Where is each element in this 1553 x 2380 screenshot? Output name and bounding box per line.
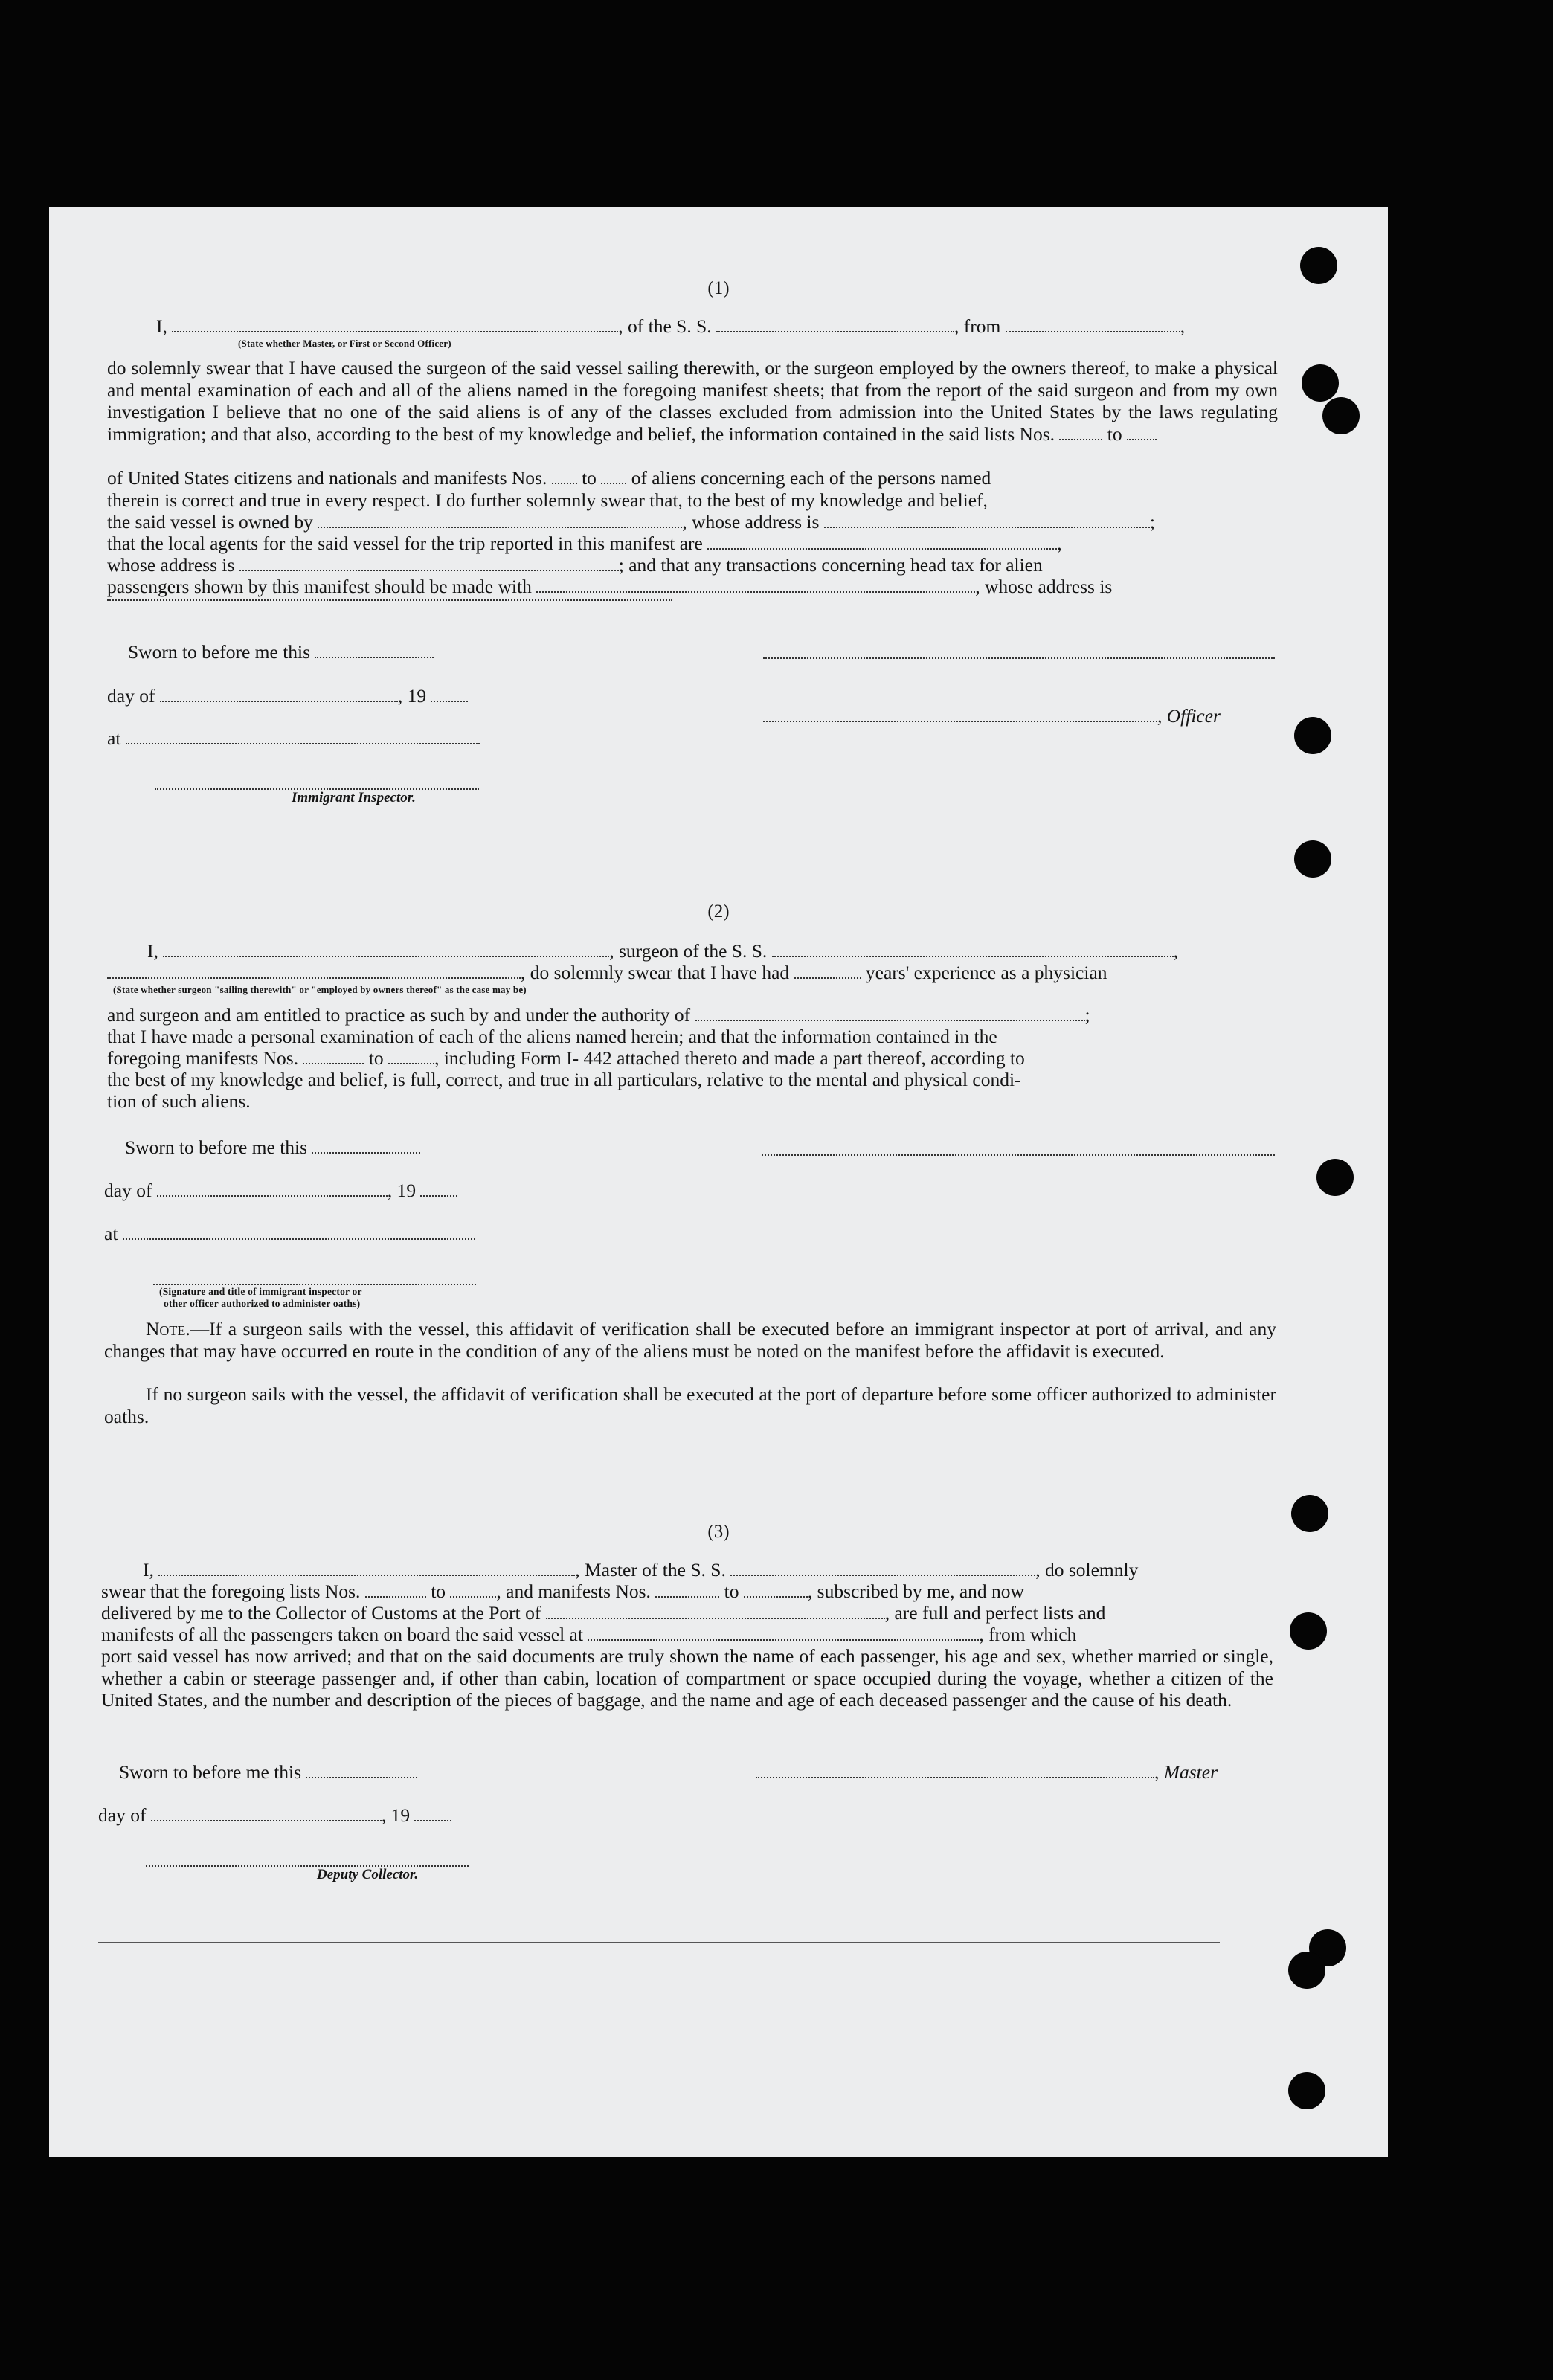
s2-line-4: that I have made a personal examination of each of the aliens named herein; and that the information contained in the bbox=[107, 1026, 997, 1047]
head-tax-contact-field[interactable] bbox=[536, 576, 975, 593]
punch-hole bbox=[1294, 840, 1331, 878]
s1-sworn: Sworn to before me this bbox=[128, 641, 434, 663]
s1-officer-rank-note: (State whether Master, or First or Second Officer) bbox=[238, 338, 451, 349]
s3-deputy-collector-label: Deputy Collector. bbox=[317, 1867, 419, 1882]
s2-surgeon-status-note: (State whether surgeon "sailing therewith" or "employed by owners thereof" as the case may be) bbox=[113, 984, 527, 995]
lists-to-field[interactable] bbox=[1127, 424, 1157, 440]
owner-address-field[interactable] bbox=[824, 512, 1150, 528]
s3-line-3: delivered by me to the Collector of Customs at the Port of , are full and perfect lists and bbox=[101, 1602, 1106, 1624]
s2-at: at bbox=[104, 1223, 475, 1244]
form-page bbox=[49, 207, 1388, 2157]
s2-signature-note-1: (Signature and title of immigrant inspector or bbox=[159, 1286, 362, 1297]
years-experience-field[interactable] bbox=[794, 962, 861, 979]
s1-sworn-date-field[interactable] bbox=[315, 642, 434, 658]
departure-port-field[interactable] bbox=[1006, 316, 1180, 332]
s3-line-2: swear that the foregoing lists Nos. to , and manifests Nos. to , subscribed by me, and now bbox=[101, 1580, 1024, 1602]
local-agents-field[interactable] bbox=[707, 533, 1057, 550]
lists-from-field[interactable] bbox=[1059, 424, 1102, 440]
s1-line-agent-address: whose address is ; and that any transactions concerning head tax for alien bbox=[107, 554, 1043, 576]
s1-line-1: I, , of the S. S. , from , bbox=[156, 315, 1186, 337]
s1-day-field[interactable] bbox=[160, 686, 398, 702]
s2-line-3: and surgeon and am entitled to practice as such by and under the authority of ; bbox=[107, 1004, 1090, 1026]
s1-line-head-tax: passengers shown by this manifest should be made with , whose address is bbox=[107, 576, 1113, 597]
s1-line-citizens: of United States citizens and nationals and manifests Nos. to of aliens concerning each of the persons named bbox=[107, 467, 991, 489]
head-tax-address-field[interactable] bbox=[107, 598, 672, 601]
s1-at-place-field[interactable] bbox=[126, 728, 480, 744]
embarkation-port-field[interactable] bbox=[588, 1624, 979, 1641]
s3-sworn: Sworn to before me this bbox=[119, 1761, 417, 1783]
s1-at: at bbox=[107, 727, 480, 749]
s1-officer-line: , Officer bbox=[763, 705, 1221, 727]
s2-surgeon-signature-line[interactable] bbox=[762, 1153, 1275, 1156]
punch-hole bbox=[1288, 2072, 1325, 2109]
s3-manifests-from-field[interactable] bbox=[655, 1581, 719, 1598]
s2-year-field[interactable] bbox=[420, 1180, 457, 1197]
section-3-number: (3) bbox=[707, 1522, 730, 1542]
s2-sworn: Sworn to before me this bbox=[125, 1136, 420, 1158]
s3-year-field[interactable] bbox=[414, 1805, 451, 1821]
s1-line-owner: the said vessel is owned by , whose address is ; bbox=[107, 511, 1155, 533]
s3-sworn-date-field[interactable] bbox=[306, 1762, 417, 1778]
s2-line-2: , do solemnly swear that I have had years' experience as a physician bbox=[107, 962, 1107, 983]
s2-line-5: foregoing manifests Nos. to , including Form I- 442 attached thereto and made a part thereof, according to bbox=[107, 1047, 1025, 1069]
port-of-field[interactable] bbox=[546, 1603, 885, 1619]
bottom-rule bbox=[98, 1942, 1220, 1943]
punch-hole bbox=[1294, 717, 1331, 754]
s3-master-line: , Master bbox=[756, 1761, 1218, 1783]
owner-field[interactable] bbox=[318, 512, 682, 528]
s1-signature-line[interactable] bbox=[763, 656, 1275, 659]
s3-master-signature-field[interactable] bbox=[756, 1762, 1154, 1778]
s2-note: Note.—If a surgeon sails with the vessel, this affidavit of verification shall be executed before an immigrant inspector at port of arrival, and any changes that may have occurred en route in the condition of any of the aliens must be noted on the manifest before the affidavit is executed. bbox=[104, 1318, 1276, 1362]
s1-oath-body: do solemnly swear that I have caused the surgeon of the said vessel sailing therewith, or the surgeon employed by the owners thereof, to make a physical and mental examination of each and all of the aliens named in the foregoing manifest sheets; that from the report of the said surgeon and from my own investigation I believe that no one of the said aliens is of any of the classes excluded from admission into the United States by the laws regulating immigration; and that also, according to the best of my knowledge and belief, the information contained in the said lists Nos. to bbox=[107, 357, 1278, 445]
s2-vessel-name-field[interactable] bbox=[772, 941, 1174, 957]
s3-day: day of , 19 bbox=[98, 1804, 451, 1826]
s2-day-field[interactable] bbox=[157, 1180, 388, 1197]
officer-name-field[interactable] bbox=[172, 316, 618, 332]
vessel-name-field[interactable] bbox=[716, 316, 954, 332]
surgeon-status-field[interactable] bbox=[107, 962, 521, 979]
s1-year-field[interactable] bbox=[431, 686, 468, 702]
agent-address-field[interactable] bbox=[239, 555, 619, 571]
section-2-number: (2) bbox=[707, 901, 730, 922]
s2-manifests-to-field[interactable] bbox=[388, 1048, 434, 1064]
s1-line-correct: therein is correct and true in every respect. I do further solemnly swear that, to the best of my knowledge and belief, bbox=[107, 489, 988, 511]
s1-line-agents: that the local agents for the said vessel for the trip reported in this manifest are , bbox=[107, 533, 1062, 554]
s2-inspector-signature-line[interactable] bbox=[153, 1282, 476, 1285]
s3-vessel-name-field[interactable] bbox=[730, 1560, 1035, 1576]
punch-hole bbox=[1290, 1612, 1327, 1650]
s3-day-field[interactable] bbox=[151, 1805, 382, 1821]
punch-hole bbox=[1322, 397, 1360, 434]
s1-day: day of , 19 bbox=[107, 685, 468, 707]
s2-note-2: If no surgeon sails with the vessel, the affidavit of verification shall be executed at the port of departure before some officer authorized to administer oaths. bbox=[104, 1383, 1276, 1427]
s3-lists-from-field[interactable] bbox=[365, 1581, 426, 1598]
s2-line-1: I, , surgeon of the S. S. , bbox=[147, 940, 1179, 962]
s3-manifests-to-field[interactable] bbox=[744, 1581, 808, 1598]
s2-signature-note-2: other officer authorized to administer oaths) bbox=[164, 1298, 361, 1309]
s2-line-7: tion of such aliens. bbox=[107, 1090, 251, 1112]
s1-officer-signature-field[interactable] bbox=[763, 706, 1157, 722]
s2-at-place-field[interactable] bbox=[123, 1223, 475, 1240]
s2-day: day of , 19 bbox=[104, 1180, 457, 1201]
s2-sworn-date-field[interactable] bbox=[312, 1137, 420, 1154]
s3-deputy-signature-line[interactable] bbox=[146, 1864, 469, 1867]
surgeon-name-field[interactable] bbox=[163, 941, 609, 957]
authority-field[interactable] bbox=[695, 1005, 1085, 1021]
s3-line-4: manifests of all the passengers taken on board the said vessel at , from which bbox=[101, 1624, 1077, 1645]
section-1-number: (1) bbox=[707, 278, 730, 298]
s3-line-1: I, , Master of the S. S. , do solemnly bbox=[143, 1559, 1139, 1580]
punch-hole bbox=[1300, 247, 1337, 284]
punch-hole bbox=[1316, 1159, 1354, 1196]
master-name-field[interactable] bbox=[158, 1560, 575, 1576]
manifests-to-field[interactable] bbox=[601, 468, 626, 484]
punch-hole bbox=[1291, 1495, 1328, 1532]
s2-manifests-from-field[interactable] bbox=[303, 1048, 364, 1064]
punch-hole bbox=[1302, 364, 1339, 402]
s3-oath-body: port said vessel has now arrived; and that on the said documents are truly shown the name of each passenger, his age and sex, whether married or single, whether a cabin or steerage passenger and, if other than cabin, location of compartment or space occupied during the voyage, whether a citizen of the United States, and the number and description of the pieces of baggage, and the name and age of each deceased passenger and the cause of his death. bbox=[101, 1645, 1273, 1711]
punch-hole bbox=[1288, 1952, 1325, 1989]
s3-lists-to-field[interactable] bbox=[450, 1581, 496, 1598]
manifests-from-field[interactable] bbox=[552, 468, 577, 484]
s1-immigrant-inspector-label: Immigrant Inspector. bbox=[292, 790, 416, 805]
s2-line-6: the best of my knowledge and belief, is full, correct, and true in all particulars, relative to the mental and physical condi- bbox=[107, 1069, 1021, 1090]
